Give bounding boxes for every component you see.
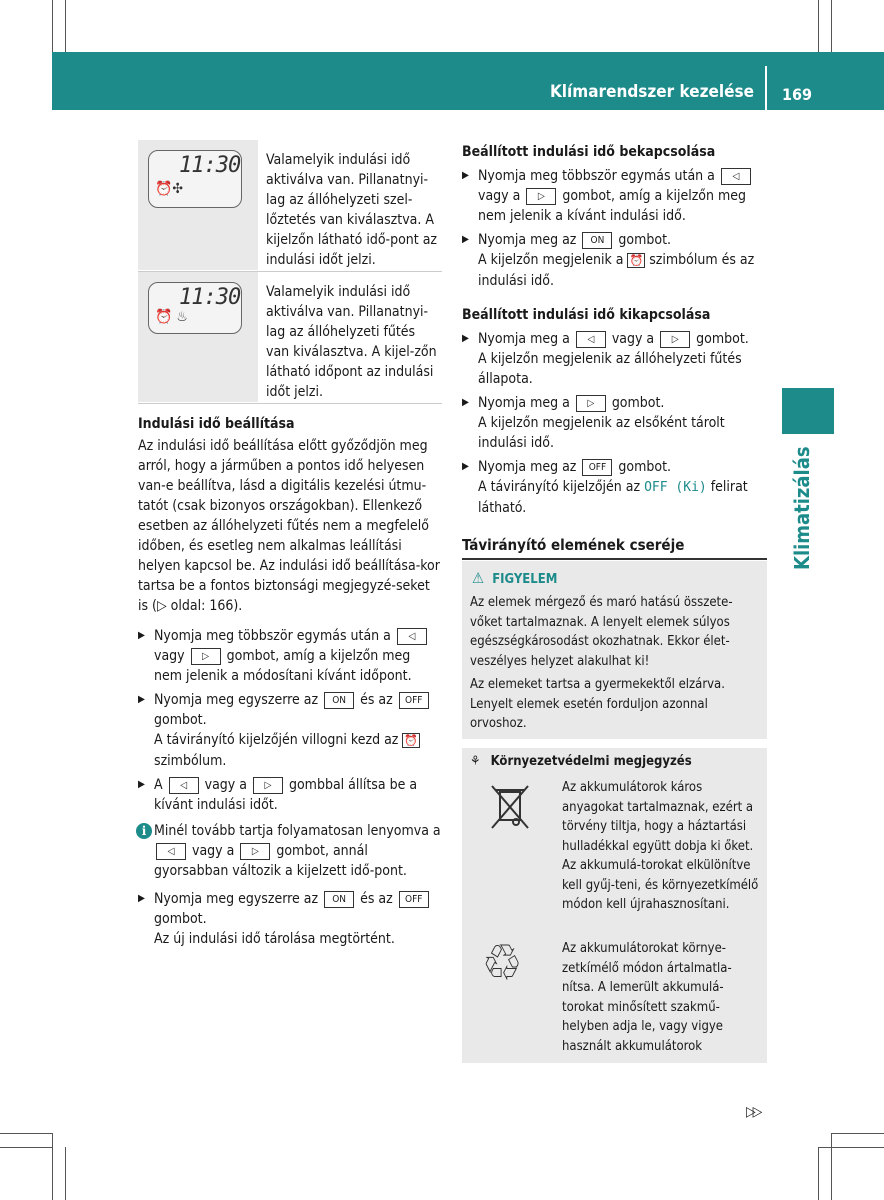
- text: Nyomja meg az: [478, 232, 577, 248]
- side-tab-label: Klimatizálás: [790, 446, 814, 570]
- lcd-time: 11:30: [179, 285, 241, 310]
- list-item: [138, 690, 442, 771]
- text: és az: [360, 692, 393, 708]
- list-item: [138, 775, 442, 815]
- section-heading: Indulási idő beállítása: [138, 416, 295, 432]
- crop-mark: [65, 1147, 66, 1200]
- crop-mark: [0, 1133, 52, 1134]
- text: A kijelzőn megjelenik az állóhelyzeti fűtés állapota.: [478, 351, 742, 387]
- crop-mark: [65, 0, 66, 52]
- text: Minél tovább tartja folyamatosan lenyomva a: [154, 823, 441, 839]
- alarm-clock-icon: ⏰: [629, 254, 644, 267]
- header-separator: [765, 66, 767, 110]
- crop-mark: [52, 1133, 53, 1200]
- side-tab-marker: [782, 388, 834, 434]
- list-item: [462, 457, 768, 518]
- text: vagy a: [192, 843, 235, 859]
- list-item: [462, 230, 768, 291]
- left-arrow-button: ◁: [576, 331, 606, 348]
- text: gombot.: [618, 459, 672, 475]
- intro-paragraph: Az indulási idő beállítása előtt győződjön meg arról, hogy a járműben a pontos idő helyesen van-e beállítva, lásd a digitális kezelési útmu-tatót (csak bizonyos országokban). Ellenkező esetben az állóhelyzeti fűtés nem a megfelelő időben, és esetleg nem alkalmas leállítási helyen kapcsol be. Az indulási idő beállítása-kor tartsa be a fontos biztonsági megjegyzé-seket is (▷ oldal: 166).: [138, 438, 440, 614]
- text: szimbólum és az indulási idő.: [478, 252, 755, 289]
- text: és az: [360, 891, 393, 907]
- text: A kijelzőn megjelenik az elsőként tárolt indulási idő.: [478, 415, 725, 451]
- text: gombot.: [154, 712, 207, 728]
- text: vagy a: [478, 188, 521, 204]
- text: Nyomja meg többször egymás után a: [478, 168, 715, 184]
- section-heading: Távirányító elemének cseréje: [462, 536, 685, 554]
- crop-mark: [52, 0, 53, 52]
- recycle-icon: ♲: [482, 934, 523, 992]
- left-arrow-button: ◁: [156, 843, 186, 860]
- text: gombot, amíg a kijelzőn meg nem jelenik a módosítani kívánt időpont.: [154, 648, 412, 684]
- leaf-icon: ⚘: [470, 754, 481, 769]
- figure-divider: [138, 271, 442, 272]
- alarm-clock-icon: ⏰: [404, 734, 419, 747]
- lcd-display: [148, 282, 242, 334]
- text: Nyomja meg egyszerre az: [154, 692, 319, 708]
- text: Nyomja meg egyszerre az: [154, 891, 319, 907]
- info-icon: i: [136, 823, 152, 839]
- text: gombbal állítsa be a kívánt indulási időt.: [154, 777, 418, 813]
- text: vagy a: [611, 331, 655, 347]
- text: felirat látható.: [478, 479, 748, 516]
- right-arrow-button: ▷: [576, 395, 606, 412]
- text: Nyomja meg az: [478, 459, 577, 475]
- right-arrow-button: ▷: [660, 331, 690, 348]
- text: vagy a: [204, 777, 247, 793]
- text: gombot.: [696, 331, 749, 347]
- list-item: [138, 889, 442, 949]
- text: A távirányító kijelzőjén az: [478, 479, 641, 495]
- crop-mark: [818, 0, 819, 52]
- text: Nyomja meg többször egymás után a: [154, 628, 391, 644]
- text: A távirányító kijelzőjén villogni kezd az: [154, 732, 399, 748]
- right-column: [462, 142, 768, 518]
- text: Nyomja meg a: [478, 395, 570, 411]
- warning-title-row: [472, 569, 557, 587]
- list-item: [462, 329, 768, 389]
- text: A: [154, 777, 163, 793]
- page-number: 169: [782, 85, 813, 104]
- environment-text: Az akkumulátorok káros anyagokat tartalmaznak, ezért a törvény tiltja, hogy a háztartási hulladékkal együtt dobja ki őket. Az akkumulá-torokat elkülönítve kell gyűj-teni, és környezetkímélő módon kell újrahasznosítani.: [562, 780, 759, 912]
- off-button: OFF: [582, 459, 612, 476]
- lcd-display: [148, 150, 242, 208]
- lcd-time: 11:30: [179, 153, 241, 178]
- crop-mark: [0, 1147, 52, 1148]
- warning-triangle-icon: ⚠: [472, 569, 485, 587]
- left-arrow-button: ◁: [169, 777, 199, 794]
- crop-mark: [831, 1133, 884, 1134]
- left-arrow-button: ◁: [397, 628, 427, 645]
- alarm-fan-icon: ⏰✣: [155, 181, 183, 197]
- list-item: [138, 626, 442, 686]
- crop-mark: [818, 1147, 884, 1148]
- crop-mark: [818, 1147, 819, 1200]
- crop-mark: [831, 1133, 832, 1200]
- list-item: [462, 393, 768, 453]
- display-description-1: Valamelyik indulási idő aktiválva van. Pillanatnyi-lag az állóhelyzeti szel-lőztetés van kiválasztva. A kijelzőn látható idő-pont az indulási időt jelzi.: [266, 152, 438, 268]
- left-arrow-button: ◁: [721, 168, 751, 185]
- right-arrow-button: ▷: [191, 648, 221, 665]
- warning-box: [462, 561, 767, 739]
- text: A kijelzőn megjelenik a: [478, 252, 624, 268]
- environment-text: Az akkumulátorokat környe-zetkímélő módon ártalmatla-nítsa. A lemerült akkumulá-torokat minősített szakmű-helyben adja le, vagy vigye használt akkumulátorok: [562, 941, 732, 1054]
- list-item: [462, 166, 768, 226]
- on-button: ON: [324, 891, 354, 908]
- crossed-bin-icon: [488, 782, 532, 832]
- text: gombot, annál gyorsabban változik a kijelzett idő-pont.: [154, 843, 407, 879]
- figure-divider: [138, 403, 442, 404]
- text: Nyomja meg a: [478, 331, 570, 347]
- on-button: ON: [324, 692, 354, 709]
- header-bar: [52, 52, 884, 110]
- environment-title-row: [470, 754, 692, 769]
- crop-mark: [831, 0, 832, 52]
- text: Az új indulási idő tárolása megtörtént.: [154, 931, 395, 947]
- environment-title: Környezetvédelmi megjegyzés: [490, 754, 692, 769]
- off-button: OFF: [399, 891, 429, 908]
- text: gombot.: [618, 232, 672, 248]
- display-description-2: Valamelyik indulási idő aktiválva van. Pillanatnyi-lag az állóhelyzeti fűtés van kiválasztva. A kijel-zőn látható időpont az indulási időt jelzi.: [266, 284, 437, 400]
- right-arrow-button: ▷: [253, 777, 283, 794]
- text: gombot.: [611, 395, 665, 411]
- text: vagy: [154, 648, 185, 664]
- page-title: Klímarendszer kezelése: [549, 82, 754, 102]
- warning-text: Az elemeket tartsa a gyermekektől elzárva. Lenyelt elemek esetén forduljon azonnal orvoshoz.: [470, 677, 725, 731]
- heading-rule: [462, 558, 767, 560]
- warning-title: FIGYELEM: [492, 572, 558, 587]
- section-heading: Beállított indulási idő kikapcsolása: [462, 307, 711, 323]
- section-heading: Beállított indulási idő bekapcsolása: [462, 144, 716, 160]
- display-text-off: OFF (Ki): [644, 480, 707, 495]
- left-column: [138, 414, 442, 949]
- right-arrow-button: ▷: [240, 843, 270, 860]
- right-arrow-button: ▷: [526, 188, 556, 205]
- text: gombot.: [154, 911, 207, 927]
- info-note: [138, 821, 442, 881]
- alarm-heat-icon: ⏰ ♨: [155, 309, 188, 325]
- text: gombot, amíg a kijelzőn meg nem jelenik a kívánt indulási idő.: [478, 188, 747, 224]
- on-button: ON: [582, 232, 612, 249]
- environment-note-box: [462, 748, 767, 1063]
- next-page-indicator: ▷▷: [746, 1104, 760, 1120]
- off-button: OFF: [399, 692, 429, 709]
- warning-text: Az elemek mérgező és maró hatású összete-vőket tartalmaznak. A lenyelt elemek súlyos egészségkárosodást okozhatnak. Ekkor élet-veszélyes helyzet alakulhat ki!: [470, 595, 733, 669]
- text: szimbólum.: [154, 753, 227, 769]
